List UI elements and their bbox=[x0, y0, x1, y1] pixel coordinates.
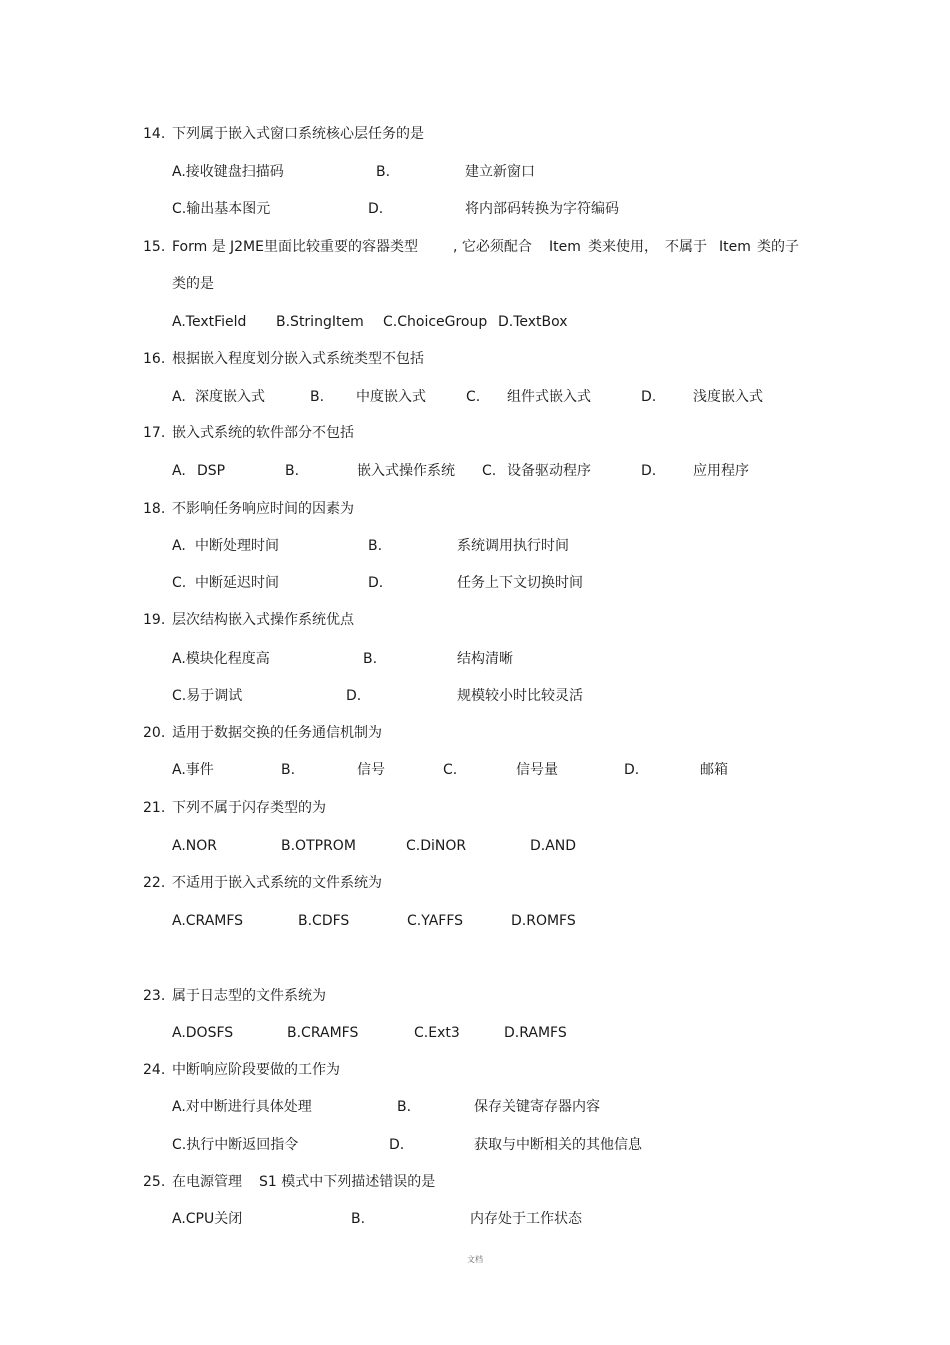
question-stem: 下列属于嵌入式窗口系统核心层任务的是 bbox=[172, 126, 424, 142]
option-d-text: 浅度嵌入式 bbox=[693, 389, 763, 405]
option-d-label: D. bbox=[389, 1137, 405, 1153]
question-number: 21. bbox=[143, 800, 166, 816]
option-d-text: 应用程序 bbox=[693, 463, 749, 479]
question-number: 23. bbox=[143, 988, 166, 1004]
question-stem: 不影响任务响应时间的因素为 bbox=[172, 501, 354, 517]
option-a: A.CPU关闭 bbox=[172, 1211, 243, 1227]
question-stem: 层次结构嵌入式操作系统优点 bbox=[172, 612, 354, 628]
option-b-text: 信号 bbox=[357, 762, 385, 778]
option-b-text: 建立新窗口 bbox=[465, 164, 535, 180]
option-d-text: 获取与中断相关的其他信息 bbox=[474, 1137, 642, 1153]
option-c: C.易于调试 bbox=[172, 688, 243, 704]
question-stem-cont: 类的是 bbox=[172, 276, 214, 292]
page-footer: 文档 bbox=[467, 1255, 483, 1264]
question-stem-part: Item bbox=[549, 239, 581, 255]
option-d-text: 将内部码转换为字符编码 bbox=[465, 201, 619, 217]
option-b: B.StringItem bbox=[276, 314, 364, 330]
option-b-label: B. bbox=[397, 1099, 412, 1115]
option-b-text: 结构清晰 bbox=[457, 651, 513, 667]
option-d: D.TextBox bbox=[498, 314, 568, 330]
question-number: 24. bbox=[143, 1062, 166, 1078]
option-a: A.对中断进行具体处理 bbox=[172, 1099, 312, 1115]
option-d-label: D. bbox=[641, 389, 657, 405]
option-d-label: D. bbox=[624, 762, 640, 778]
option-a: A.事件 bbox=[172, 762, 214, 778]
question-stem-part: J2ME里面比较重要的容器类型 bbox=[230, 239, 418, 255]
option-c-text: 组件式嵌入式 bbox=[507, 389, 591, 405]
question-stem-part: S1 模式中下列描述错误的是 bbox=[259, 1174, 436, 1190]
option-d-text: 任务上下文切换时间 bbox=[457, 575, 583, 591]
question-stem: 属于日志型的文件系统为 bbox=[172, 988, 326, 1004]
question-stem-part: , 它必须配合 bbox=[453, 239, 532, 255]
question-number: 18. bbox=[143, 501, 166, 517]
option-b-label: B. bbox=[281, 762, 296, 778]
question-stem-part: Form 是 bbox=[172, 239, 226, 255]
option-d-label: D. bbox=[368, 201, 384, 217]
option-c: C.ChoiceGroup bbox=[383, 314, 488, 330]
option-c: C.输出基本图元 bbox=[172, 201, 271, 217]
question-number: 25. bbox=[143, 1174, 166, 1190]
option-a: A.接收键盘扫描码 bbox=[172, 164, 284, 180]
option-c-text: 中断延迟时间 bbox=[195, 575, 279, 591]
option-d: D.RAMFS bbox=[504, 1025, 567, 1041]
question-number: 14. bbox=[143, 126, 166, 142]
question-stem: 适用于数据交换的任务通信机制为 bbox=[172, 725, 382, 741]
question-number: 16. bbox=[143, 351, 166, 367]
option-a: A.DOSFS bbox=[172, 1025, 234, 1041]
option-d: D.ROMFS bbox=[511, 913, 576, 929]
option-d-label: D. bbox=[641, 463, 657, 479]
option-a-label: A. bbox=[172, 389, 186, 405]
option-b-text: 中度嵌入式 bbox=[356, 389, 426, 405]
option-c-label: C. bbox=[466, 389, 481, 405]
option-b-label: B. bbox=[285, 463, 300, 479]
option-a-text: 深度嵌入式 bbox=[195, 389, 265, 405]
question-stem: 中断响应阶段要做的工作为 bbox=[172, 1062, 340, 1078]
option-a: A.NOR bbox=[172, 838, 218, 854]
option-b-label: B. bbox=[351, 1211, 366, 1227]
option-c-text: 设备驱动程序 bbox=[507, 463, 591, 479]
option-c-label: C. bbox=[443, 762, 458, 778]
option-a: A.CRAMFS bbox=[172, 913, 244, 929]
option-c-text: 信号量 bbox=[516, 762, 558, 778]
option-b-text: 系统调用执行时间 bbox=[457, 538, 569, 554]
question-stem: 嵌入式系统的软件部分不包括 bbox=[172, 425, 354, 441]
option-a: A.TextField bbox=[172, 314, 247, 330]
option-d-label: D. bbox=[368, 575, 384, 591]
option-c: C.Ext3 bbox=[414, 1025, 460, 1041]
option-a-text: 中断处理时间 bbox=[195, 538, 279, 554]
question-number: 22. bbox=[143, 875, 166, 891]
question-stem-part: Item bbox=[719, 239, 751, 255]
question-stem-part: 类的子 bbox=[757, 239, 799, 255]
question-stem: 根据嵌入程度划分嵌入式系统类型不包括 bbox=[172, 351, 424, 367]
option-d-label: D. bbox=[346, 688, 362, 704]
option-c-label: C. bbox=[172, 575, 187, 591]
question-stem-part: 在电源管理 bbox=[172, 1174, 242, 1190]
option-d: D.AND bbox=[530, 838, 577, 854]
option-b-label: B. bbox=[310, 389, 325, 405]
option-b-text: 内存处于工作状态 bbox=[470, 1211, 582, 1227]
option-c: C.执行中断返回指令 bbox=[172, 1137, 299, 1153]
option-b: B.OTPROM bbox=[281, 838, 356, 854]
option-d-text: 邮箱 bbox=[700, 762, 728, 778]
question-stem-part: 类来使用， bbox=[588, 239, 658, 255]
option-b-label: B. bbox=[376, 164, 391, 180]
option-c: C.YAFFS bbox=[407, 913, 464, 929]
option-c-label: C. bbox=[482, 463, 497, 479]
question-number: 17. bbox=[143, 425, 166, 441]
option-b-text: 嵌入式操作系统 bbox=[357, 463, 455, 479]
option-b-label: B. bbox=[363, 651, 378, 667]
option-c: C.DiNOR bbox=[406, 838, 467, 854]
question-number: 15. bbox=[143, 239, 166, 255]
option-a-text: DSP bbox=[197, 463, 226, 479]
option-b-text: 保存关键寄存器内容 bbox=[474, 1099, 600, 1115]
option-a-label: A. bbox=[172, 538, 186, 554]
option-b: B.CRAMFS bbox=[287, 1025, 359, 1041]
option-a-label: A. bbox=[172, 463, 186, 479]
option-d-text: 规模较小时比较灵活 bbox=[457, 688, 583, 704]
question-stem: 下列不属于闪存类型的为 bbox=[172, 800, 326, 816]
option-b: B.CDFS bbox=[298, 913, 350, 929]
question-stem: 不适用于嵌入式系统的文件系统为 bbox=[172, 875, 382, 891]
question-number: 20. bbox=[143, 725, 166, 741]
question-stem-part: 不属于 bbox=[665, 239, 707, 255]
option-a: A.模块化程度高 bbox=[172, 651, 270, 667]
option-b-label: B. bbox=[368, 538, 383, 554]
question-number: 19. bbox=[143, 612, 166, 628]
